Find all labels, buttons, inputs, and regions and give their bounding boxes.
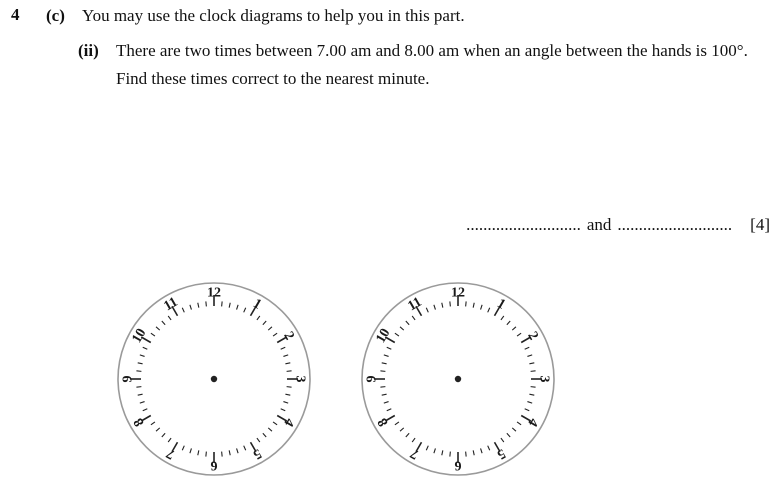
minute-tick: [268, 327, 272, 330]
minute-tick: [136, 387, 141, 388]
clock-numeral-9: 9: [364, 375, 380, 383]
clock-numeral-2: 2: [524, 329, 541, 343]
clock-numeral-12: 12: [451, 285, 465, 301]
minute-tick: [283, 355, 288, 357]
answer-blank-1[interactable]: ...........................: [466, 215, 581, 234]
minute-tick: [450, 301, 451, 306]
minute-tick: [143, 347, 148, 349]
minute-tick: [507, 321, 510, 325]
minute-tick: [283, 402, 288, 404]
minute-tick: [512, 428, 516, 431]
marks-label: [4]: [750, 215, 770, 234]
clock-numeral-11: 11: [405, 294, 425, 315]
minute-tick: [527, 355, 532, 357]
minute-tick: [198, 450, 199, 455]
minute-tick: [140, 355, 145, 357]
minute-tick: [517, 422, 521, 425]
minute-tick: [512, 327, 516, 330]
clock-numeral-8: 8: [131, 415, 148, 429]
minute-tick: [517, 333, 521, 336]
minute-tick: [382, 363, 387, 364]
clock-numeral-6: 6: [210, 457, 218, 473]
minute-tick: [488, 446, 490, 451]
minute-tick: [206, 452, 207, 457]
clock-face-2: [360, 281, 556, 477]
minute-tick: [198, 303, 199, 308]
minute-tick: [507, 433, 510, 437]
part-ii-label: (ii): [78, 41, 99, 60]
minute-tick: [527, 402, 532, 404]
minute-tick: [168, 316, 171, 320]
minute-tick: [412, 438, 415, 442]
minute-tick: [473, 303, 474, 308]
minute-tick: [206, 301, 207, 306]
minute-tick: [380, 371, 385, 372]
minute-tick: [237, 305, 239, 310]
part-ii-text-line2: Find these times correct to the nearest minute.: [116, 69, 430, 88]
minute-tick: [442, 303, 443, 308]
minute-tick: [406, 321, 409, 325]
minute-tick: [384, 355, 389, 357]
minute-tick: [268, 428, 272, 431]
minute-tick: [263, 433, 266, 437]
minute-tick: [400, 327, 404, 330]
answer-blank-2[interactable]: ...........................: [617, 215, 733, 234]
minute-tick: [481, 448, 483, 453]
minute-tick: [384, 402, 389, 404]
minute-tick: [285, 394, 290, 395]
minute-tick: [151, 422, 155, 425]
minute-tick: [387, 409, 392, 411]
minute-tick: [380, 387, 385, 388]
part-c-label: (c): [46, 6, 65, 25]
minute-tick: [529, 394, 534, 395]
clock-numeral-3: 3: [536, 375, 552, 383]
clock-numeral-2: 2: [280, 329, 297, 343]
minute-tick: [190, 305, 192, 310]
minute-tick: [501, 316, 504, 320]
question-number: 4: [11, 5, 20, 24]
clock-numeral-6: 6: [454, 457, 462, 473]
minute-tick: [168, 438, 171, 442]
clock-numeral-1: 1: [250, 296, 264, 313]
minute-tick: [488, 308, 490, 313]
minute-tick: [143, 409, 148, 411]
minute-tick: [237, 448, 239, 453]
minute-tick: [140, 402, 145, 404]
answer-conjunction: and: [586, 215, 612, 234]
minute-tick: [162, 321, 165, 325]
minute-tick: [531, 371, 536, 372]
minute-tick: [426, 308, 428, 313]
minute-tick: [450, 452, 451, 457]
minute-tick: [151, 333, 155, 336]
clock-numeral-5: 5: [494, 445, 508, 462]
clock-numeral-12: 12: [207, 285, 221, 301]
minute-tick: [531, 387, 536, 388]
part-c-text: You may use the clock diagrams to help you in this part.: [82, 6, 465, 25]
minute-tick: [466, 452, 467, 457]
clock-numeral-4: 4: [280, 415, 297, 429]
clock-numeral-4: 4: [524, 415, 541, 429]
minute-tick: [273, 333, 277, 336]
minute-tick: [529, 363, 534, 364]
minute-tick: [222, 301, 223, 306]
minute-tick: [387, 347, 392, 349]
minute-tick: [481, 305, 483, 310]
minute-tick: [395, 333, 399, 336]
clock-numeral-3: 3: [292, 375, 308, 383]
minute-tick: [222, 452, 223, 457]
minute-tick: [182, 446, 184, 451]
minute-tick: [263, 321, 266, 325]
minute-tick: [229, 303, 230, 308]
minute-tick: [400, 428, 404, 431]
minute-tick: [190, 448, 192, 453]
minute-tick: [406, 433, 409, 437]
minute-tick: [434, 448, 436, 453]
clock-numeral-1: 1: [494, 296, 508, 313]
minute-tick: [281, 347, 286, 349]
clock-numeral-11: 11: [161, 294, 181, 315]
minute-tick: [285, 363, 290, 364]
clock-diagram-1: [116, 281, 312, 477]
clock-numeral-7: 7: [408, 445, 422, 462]
clock-face-1: [116, 281, 312, 477]
minute-tick: [525, 409, 530, 411]
minute-tick: [466, 301, 467, 306]
minute-tick: [162, 433, 165, 437]
clock-numeral-7: 7: [164, 445, 178, 462]
clock-centre-dot: [211, 376, 217, 382]
minute-tick: [136, 371, 141, 372]
minute-tick: [473, 450, 474, 455]
clock-centre-dot: [455, 376, 461, 382]
minute-tick: [156, 327, 160, 330]
minute-tick: [281, 409, 286, 411]
minute-tick: [501, 438, 504, 442]
minute-tick: [382, 394, 387, 395]
minute-tick: [395, 422, 399, 425]
minute-tick: [287, 387, 292, 388]
minute-tick: [426, 446, 428, 451]
minute-tick: [244, 308, 246, 313]
part-ii-text-line1: There are two times between 7.00 am and 8.00 am when an angle between the hands is 100°.: [116, 41, 748, 60]
minute-tick: [244, 446, 246, 451]
minute-tick: [182, 308, 184, 313]
minute-tick: [257, 438, 260, 442]
clock-numeral-8: 8: [375, 415, 392, 429]
clock-numeral-5: 5: [250, 445, 264, 462]
minute-tick: [434, 305, 436, 310]
minute-tick: [138, 394, 143, 395]
clock-numeral-10: 10: [373, 326, 394, 346]
clock-diagram-2: [360, 281, 556, 477]
minute-tick: [442, 450, 443, 455]
minute-tick: [156, 428, 160, 431]
minute-tick: [525, 347, 530, 349]
minute-tick: [229, 450, 230, 455]
answer-line: [466, 215, 770, 235]
minute-tick: [273, 422, 277, 425]
clock-numeral-10: 10: [129, 326, 150, 346]
minute-tick: [257, 316, 260, 320]
clock-numeral-9: 9: [120, 375, 136, 383]
minute-tick: [287, 371, 292, 372]
minute-tick: [412, 316, 415, 320]
minute-tick: [138, 363, 143, 364]
